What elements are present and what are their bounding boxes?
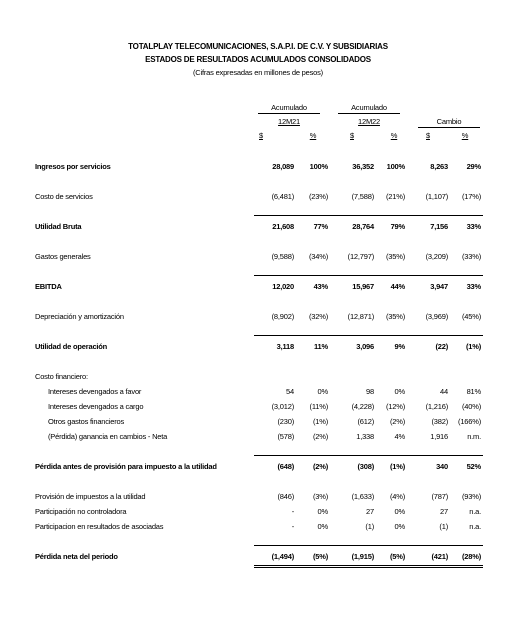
value-change-amount: 8,263 bbox=[430, 162, 448, 171]
row-participacion-no-controladora bbox=[0, 507, 516, 519]
value-12m21-percent: (34%) bbox=[308, 252, 328, 261]
value-change-amount: (787) bbox=[431, 492, 448, 501]
value-12m22-amount: (612) bbox=[357, 417, 374, 426]
row-ebitda bbox=[0, 282, 516, 294]
value-12m22-percent: 79% bbox=[390, 222, 405, 231]
value-12m22-percent: 0% bbox=[394, 507, 405, 516]
value-change-amount: 27 bbox=[440, 507, 448, 516]
value-12m22-amount: (12,871) bbox=[347, 312, 374, 321]
value-12m21-amount: (578) bbox=[277, 432, 294, 441]
col-group3-label: Cambio bbox=[436, 117, 462, 126]
value-12m22-percent: (5%) bbox=[389, 552, 405, 561]
row-label: Intereses devengados a cargo bbox=[48, 402, 144, 411]
value-12m22-amount: 98 bbox=[366, 387, 374, 396]
company-name: TOTALPLAY TELECOMUNICACIONES, S.A.P.I. DE C.V. Y SUBSIDIARIAS bbox=[128, 42, 388, 51]
value-12m22-percent: 0% bbox=[394, 387, 405, 396]
value-12m21-amount: (9,588) bbox=[271, 252, 294, 261]
value-12m22-percent: 9% bbox=[394, 342, 405, 351]
value-12m21-percent: (11%) bbox=[309, 402, 328, 411]
value-12m21-amount: 12,020 bbox=[272, 282, 294, 291]
value-change-amount: 340 bbox=[436, 462, 448, 471]
header-rule-2 bbox=[338, 113, 400, 114]
value-12m21-amount: (8,902) bbox=[271, 312, 294, 321]
value-12m21-percent: 11% bbox=[314, 342, 328, 351]
value-12m21-percent: 0% bbox=[317, 387, 328, 396]
row-label: EBITDA bbox=[35, 282, 62, 291]
value-change-percent: n.m. bbox=[467, 432, 481, 441]
row-costo-servicios bbox=[0, 192, 516, 204]
value-change-percent: (40%) bbox=[461, 402, 481, 411]
value-12m22-percent: (4%) bbox=[389, 492, 405, 501]
col-group2-period: 12M22 bbox=[358, 117, 380, 126]
value-12m21-amount: 3,118 bbox=[276, 342, 294, 351]
subtotal-rule bbox=[254, 335, 483, 336]
value-change-percent: (17%) bbox=[461, 192, 481, 201]
subtotal-rule bbox=[254, 455, 483, 456]
value-change-percent: (166%) bbox=[458, 417, 481, 426]
header-rule-3 bbox=[418, 127, 480, 128]
value-12m22-percent: (21%) bbox=[385, 192, 405, 201]
value-12m22-percent: 100% bbox=[386, 162, 405, 171]
value-12m21-amount: 21,608 bbox=[272, 222, 294, 231]
row-label: Intereses devengados a favor bbox=[48, 387, 142, 396]
value-12m21-percent: 100% bbox=[309, 162, 328, 171]
value-change-amount: (421) bbox=[431, 552, 448, 561]
value-change-amount: (1,107) bbox=[425, 192, 448, 201]
row-label: Pérdida neta del periodo bbox=[35, 552, 118, 561]
value-12m21-percent: (3%) bbox=[312, 492, 328, 501]
value-change-percent: 52% bbox=[466, 462, 481, 471]
value-12m22-percent: 4% bbox=[394, 432, 405, 441]
value-change-percent: n.a. bbox=[469, 522, 481, 531]
value-12m21-percent: 0% bbox=[317, 522, 328, 531]
value-change-amount: (3,209) bbox=[425, 252, 448, 261]
total-rule-2 bbox=[254, 567, 483, 568]
row-label: Pérdida antes de provisión para impuesto a la utilidad bbox=[35, 462, 217, 471]
value-change-amount: (382) bbox=[431, 417, 448, 426]
value-change-amount: 7,156 bbox=[430, 222, 448, 231]
units-note: (Cifras expresadas en millones de pesos) bbox=[193, 68, 323, 77]
row-gastos-generales bbox=[0, 252, 516, 264]
row-intereses-cargo bbox=[0, 402, 516, 414]
statement-title: ESTADOS DE RESULTADOS ACUMULADOS CONSOLIDADOS bbox=[145, 55, 371, 64]
value-12m21-amount: 28,089 bbox=[272, 162, 294, 171]
col3-amount-symbol: $ bbox=[426, 131, 430, 140]
value-12m21-amount: - bbox=[291, 522, 294, 531]
col2-amount-symbol: $ bbox=[350, 131, 354, 140]
value-12m21-percent: (2%) bbox=[312, 462, 328, 471]
value-12m21-percent: 43% bbox=[313, 282, 328, 291]
col-group1-label: Acumulado bbox=[271, 103, 307, 112]
value-change-amount: (22) bbox=[435, 342, 448, 351]
value-12m21-percent: 0% bbox=[317, 507, 328, 516]
row-utilidad-operacion bbox=[0, 342, 516, 354]
value-12m22-amount: (4,228) bbox=[351, 402, 374, 411]
value-12m21-amount: - bbox=[291, 507, 294, 516]
value-change-percent: (33%) bbox=[461, 252, 481, 261]
value-12m22-amount: 15,967 bbox=[352, 282, 374, 291]
value-12m22-percent: (35%) bbox=[385, 312, 405, 321]
value-12m22-amount: 36,352 bbox=[352, 162, 374, 171]
subtotal-rule bbox=[254, 275, 483, 276]
value-change-percent: 33% bbox=[466, 282, 481, 291]
value-change-amount: (3,969) bbox=[425, 312, 448, 321]
row-label: Depreciación y amortización bbox=[35, 312, 124, 321]
value-change-percent: n.a. bbox=[469, 507, 481, 516]
row-provision-impuestos bbox=[0, 492, 516, 504]
value-12m22-amount: (12,797) bbox=[347, 252, 374, 261]
value-change-percent: (93%) bbox=[461, 492, 481, 501]
col1-amount-symbol: $ bbox=[259, 131, 263, 140]
value-change-percent: (45%) bbox=[461, 312, 481, 321]
row-otros-gastos bbox=[0, 417, 516, 429]
col-group2-label: Acumulado bbox=[351, 103, 387, 112]
value-12m22-amount: (308) bbox=[357, 462, 374, 471]
value-12m22-percent: (12%) bbox=[385, 402, 405, 411]
col1-percent-symbol: % bbox=[309, 131, 317, 140]
subtotal-rule bbox=[254, 545, 483, 546]
value-change-amount: 1,916 bbox=[430, 432, 448, 441]
value-12m21-percent: (5%) bbox=[312, 552, 328, 561]
value-12m21-amount: (230) bbox=[277, 417, 294, 426]
value-change-amount: 3,947 bbox=[430, 282, 448, 291]
row-costo-financiero-heading bbox=[0, 372, 516, 384]
row-participacion-asociadas bbox=[0, 522, 516, 534]
row-ingresos bbox=[0, 162, 516, 174]
value-12m21-amount: 54 bbox=[286, 387, 294, 396]
row-label: Participacion en resultados de asociadas bbox=[35, 522, 164, 531]
row-utilidad-bruta bbox=[0, 222, 516, 234]
value-12m22-amount: 3,096 bbox=[356, 342, 374, 351]
value-12m22-percent: (35%) bbox=[385, 252, 405, 261]
value-12m22-amount: (7,588) bbox=[351, 192, 374, 201]
row-label: Costo financiero: bbox=[35, 372, 88, 381]
value-12m21-amount: (1,494) bbox=[271, 552, 294, 561]
row-label: Utilidad de operación bbox=[35, 342, 108, 351]
row-label: Provisión de impuestos a la utilidad bbox=[35, 492, 146, 501]
col-group1-period: 12M21 bbox=[278, 117, 300, 126]
row-label: Ingresos por servicios bbox=[35, 162, 111, 171]
row-label: Participación no controladora bbox=[35, 507, 127, 516]
value-12m22-amount: (1,633) bbox=[351, 492, 374, 501]
value-12m21-percent: (2%) bbox=[312, 432, 328, 441]
value-change-amount: (1) bbox=[439, 522, 448, 531]
value-12m21-amount: (6,481) bbox=[271, 192, 294, 201]
row-perdida-neta bbox=[0, 552, 516, 564]
value-12m22-percent: (2%) bbox=[389, 417, 405, 426]
row-label: Otros gastos financieros bbox=[48, 417, 125, 426]
value-12m22-amount: 28,764 bbox=[352, 222, 374, 231]
value-12m22-percent: (1%) bbox=[389, 462, 405, 471]
row-label: Costo de servicios bbox=[35, 192, 93, 201]
value-change-percent: 33% bbox=[466, 222, 481, 231]
value-12m22-amount: (1) bbox=[365, 522, 374, 531]
value-12m21-amount: (846) bbox=[277, 492, 294, 501]
report-header bbox=[0, 40, 516, 79]
row-perdida-antes-provision bbox=[0, 462, 516, 474]
total-rule-1 bbox=[254, 565, 483, 566]
value-12m21-amount: (648) bbox=[277, 462, 294, 471]
row-perdida-cambios bbox=[0, 432, 516, 444]
row-intereses-favor bbox=[0, 387, 516, 399]
value-12m21-percent: (1%) bbox=[312, 417, 328, 426]
value-change-amount: 44 bbox=[440, 387, 448, 396]
value-12m22-percent: 0% bbox=[394, 522, 405, 531]
value-12m22-amount: (1,915) bbox=[351, 552, 374, 561]
col3-percent-symbol: % bbox=[461, 131, 469, 140]
value-12m21-percent: (32%) bbox=[308, 312, 328, 321]
value-12m22-amount: 1,338 bbox=[356, 432, 374, 441]
value-change-percent: (28%) bbox=[461, 552, 481, 561]
value-12m22-amount: 27 bbox=[366, 507, 374, 516]
header-rule-1 bbox=[258, 113, 320, 114]
value-12m22-percent: 44% bbox=[390, 282, 405, 291]
value-change-percent: 29% bbox=[466, 162, 481, 171]
value-change-percent: (1%) bbox=[465, 342, 481, 351]
value-12m21-amount: (3,012) bbox=[271, 402, 294, 411]
value-change-percent: 81% bbox=[466, 387, 481, 396]
value-12m21-percent: (23%) bbox=[308, 192, 328, 201]
row-label: (Pérdida) ganancia en cambios - Neta bbox=[48, 432, 168, 441]
col2-percent-symbol: % bbox=[390, 131, 398, 140]
value-change-amount: (1,216) bbox=[425, 402, 448, 411]
row-label: Utilidad Bruta bbox=[35, 222, 82, 231]
subtotal-rule bbox=[254, 215, 483, 216]
value-12m21-percent: 77% bbox=[313, 222, 328, 231]
row-label: Gastos generales bbox=[35, 252, 91, 261]
row-depreciacion bbox=[0, 312, 516, 324]
